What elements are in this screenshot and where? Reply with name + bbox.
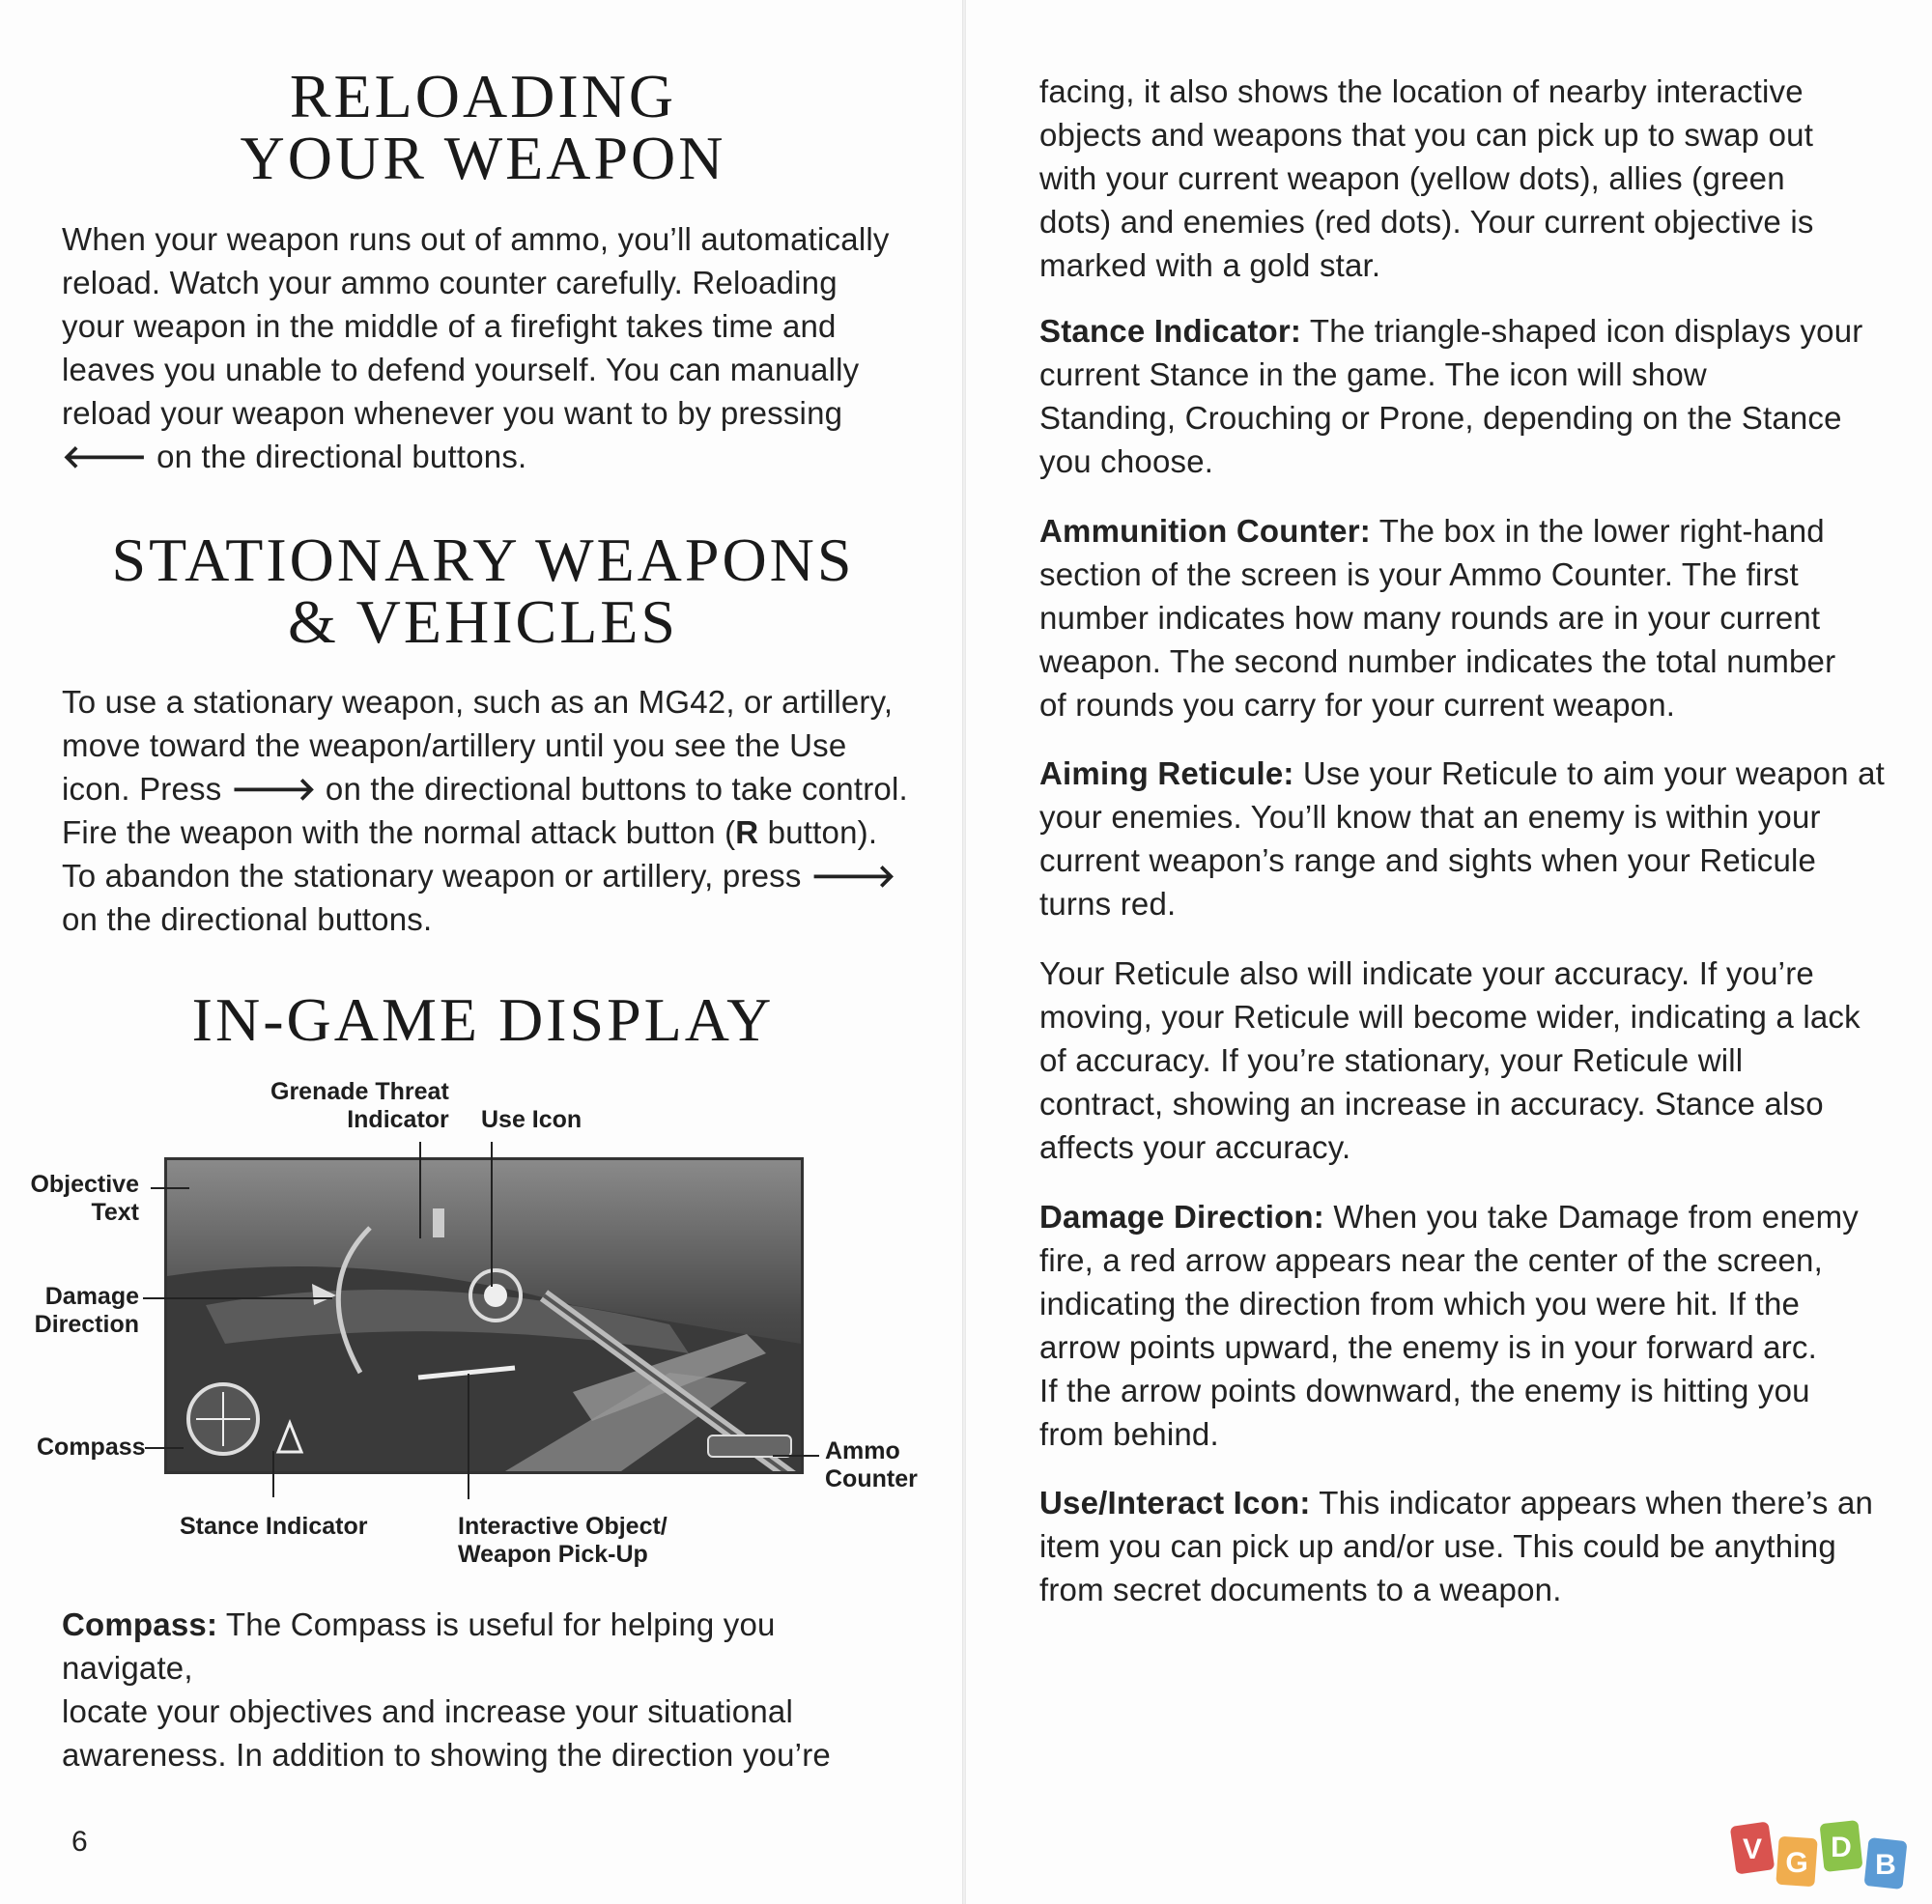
compass-callout: Compass	[37, 1434, 146, 1461]
stance-callout-line	[272, 1451, 274, 1497]
reloading-heading	[116, 62, 850, 192]
damage-callout-line-2: Direction	[34, 1311, 139, 1338]
compass-continuation	[1039, 70, 1889, 287]
accuracy-text: affects your accuracy.	[1039, 1129, 1351, 1165]
stationary-heading-line-2: & VEHICLES	[288, 587, 678, 656]
use-icon-callout-line	[491, 1142, 493, 1287]
reloading-heading-line-2: YOUR WEAPON	[240, 124, 726, 192]
use-text: item you can pick up and/or use. This could be anything	[1039, 1528, 1836, 1564]
stationary-text: icon. Press	[62, 771, 222, 807]
stationary-text: button).	[758, 814, 878, 850]
left-page	[0, 0, 962, 1904]
continuation-line: objects and weapons that you can pick up to swap out	[1039, 117, 1814, 153]
interactive-callout-line	[468, 1374, 469, 1499]
left-arrow-icon: 🡐	[62, 439, 148, 474]
compass-term: Compass:	[62, 1606, 218, 1642]
damage-text: When you take Damage from enemy	[1323, 1199, 1859, 1235]
game-screenshot	[164, 1157, 804, 1474]
aiming-text: your enemies. You’ll know that an enemy is within your	[1039, 799, 1821, 835]
aiming-text: turns red.	[1039, 886, 1177, 922]
compass-text: awareness. In addition to showing the direction you’re	[62, 1737, 831, 1773]
stationary-text: To abandon the stationary weapon or artillery, press	[62, 858, 802, 894]
in-game-display-diagram	[0, 1072, 962, 1575]
stance-first-line	[1039, 309, 1889, 353]
stance-text: you choose.	[1039, 443, 1214, 479]
ammo-text: The box in the lower right-hand	[1370, 513, 1825, 549]
reloading-line-with-arrow	[62, 435, 912, 478]
damage-text: arrow points upward, the enemy is in your forward arc.	[1039, 1329, 1817, 1365]
objective-callout-line	[151, 1187, 189, 1189]
interactive-object-callout	[458, 1513, 668, 1569]
compass-text: The Compass is useful for helping you navigate,	[62, 1606, 776, 1686]
reloading-line: When your weapon runs out of ammo, you’ll automatically	[62, 221, 890, 257]
stance-paragraph	[1039, 309, 1889, 483]
reloading-line: on the directional buttons.	[156, 439, 527, 474]
accuracy-text: moving, your Reticule will become wider, indicating a lack	[1039, 999, 1861, 1035]
in-game-display-heading	[116, 985, 850, 1054]
ammo-callout-line	[773, 1455, 819, 1457]
stationary-body	[62, 680, 912, 941]
reloading-line: reload your weapon whenever you want to by pressing	[62, 395, 843, 431]
stationary-text: Fire the weapon with the normal attack button (	[62, 814, 736, 850]
continuation-line: marked with a gold star.	[1039, 247, 1381, 283]
ammo-text: number indicates how many rounds are in your current	[1039, 600, 1821, 636]
continuation-line: dots) and enemies (red dots). Your current objective is	[1039, 204, 1814, 240]
ammunition-paragraph	[1039, 509, 1889, 726]
stance-text: The triangle-shaped icon displays your	[1301, 313, 1863, 349]
aiming-text: current weapon’s range and sights when your Reticule	[1039, 842, 1817, 878]
logo-letter: D	[1831, 1832, 1852, 1863]
ammo-first-line	[1039, 509, 1889, 553]
r-button-label: R	[735, 814, 759, 850]
use-text: from secret documents to a weapon.	[1039, 1572, 1562, 1607]
reloading-line: your weapon in the middle of a firefight takes time and	[62, 308, 837, 344]
stance-term: Stance Indicator:	[1039, 313, 1302, 349]
stationary-line: on the directional buttons.	[62, 901, 433, 937]
ammo-counter-callout	[825, 1437, 918, 1493]
compass-paragraph	[62, 1603, 912, 1776]
damage-callout-line	[143, 1297, 332, 1299]
logo-letter: V	[1742, 1833, 1763, 1865]
compass-callout-line	[145, 1447, 184, 1449]
accuracy-paragraph	[1039, 952, 1889, 1169]
stationary-line: move toward the weapon/artillery until you see the Use	[62, 727, 847, 763]
ammo-text: of rounds you carry for your current weapon.	[1039, 687, 1676, 723]
reloading-body	[62, 217, 912, 478]
logo-letter: G	[1785, 1847, 1808, 1879]
objective-callout-line-1: Objective	[30, 1171, 139, 1198]
use-icon-callout: Use Icon	[481, 1106, 582, 1133]
use-text: This indicator appears when there’s an	[1310, 1485, 1874, 1520]
ammo-callout-line-1: Ammo	[825, 1437, 900, 1464]
use-interact-paragraph	[1039, 1481, 1889, 1611]
continuation-line: facing, it also shows the location of nearby interactive	[1039, 73, 1804, 109]
reloading-heading-line-1: RELOADING	[289, 62, 677, 130]
right-arrow-icon: 🡒	[810, 858, 896, 894]
ammo-text: weapon. The second number indicates the total number	[1039, 643, 1836, 679]
damage-callout-line-1: Damage	[44, 1283, 139, 1310]
accuracy-text: Your Reticule also will indicate your accuracy. If you’re	[1039, 955, 1814, 991]
in-game-display-title: IN-GAME DISPLAY	[191, 985, 775, 1054]
damage-direction-callout	[29, 1283, 139, 1339]
grenade-callout-line-1: Grenade Threat	[270, 1078, 449, 1105]
grenade-callout-line-2: Indicator	[347, 1106, 449, 1133]
aiming-first-line	[1039, 752, 1889, 795]
compass-text: locate your objectives and increase your situational	[62, 1693, 793, 1729]
vgdb-watermark-logo	[1729, 1818, 1922, 1895]
stationary-line-with-button	[62, 810, 912, 854]
objective-callout-line-2: Text	[91, 1199, 139, 1226]
page-number: 6	[71, 1826, 88, 1858]
grenade-indicator	[433, 1208, 444, 1237]
stationary-line: To use a stationary weapon, such as an MG42, or artillery,	[62, 684, 894, 720]
ammo-term: Ammunition Counter:	[1039, 513, 1371, 549]
stance-text: current Stance in the game. The icon will show	[1039, 356, 1707, 392]
damage-text: from behind.	[1039, 1416, 1219, 1452]
grenade-callout-line	[419, 1142, 421, 1238]
ammo-callout-line-2: Counter	[825, 1465, 918, 1492]
reloading-line: reload. Watch your ammo counter carefully. Reloading	[62, 265, 838, 300]
damage-paragraph	[1039, 1195, 1889, 1456]
objective-text-callout	[29, 1171, 139, 1227]
stationary-line-with-arrow	[62, 767, 912, 810]
reloading-line: leaves you unable to defend yourself. You can manually	[62, 352, 860, 387]
stationary-line-with-arrow	[62, 854, 912, 897]
aiming-text: Use your Reticule to aim your weapon at	[1293, 755, 1886, 791]
stationary-text: on the directional buttons to take control.	[325, 771, 908, 807]
stationary-heading-line-1: STATIONARY WEAPONS	[111, 526, 855, 594]
damage-term: Damage Direction:	[1039, 1199, 1324, 1235]
use-first-line	[1039, 1481, 1889, 1524]
continuation-line: with your current weapon (yellow dots), allies (green	[1039, 160, 1785, 196]
compass-first-line	[62, 1603, 912, 1690]
logo-letter: B	[1875, 1849, 1896, 1881]
grenade-threat-callout	[270, 1078, 449, 1134]
right-page	[966, 0, 1932, 1904]
ammo-text: section of the screen is your Ammo Counter. The first	[1039, 556, 1799, 592]
aiming-paragraph	[1039, 752, 1889, 925]
use-term: Use/Interact Icon:	[1039, 1485, 1311, 1520]
ammo-counter-box	[708, 1435, 791, 1457]
accuracy-text: of accuracy. If you’re stationary, your Reticule will	[1039, 1042, 1744, 1078]
accuracy-text: contract, showing an increase in accuracy. Stance also	[1039, 1086, 1824, 1122]
stance-indicator-callout: Stance Indicator	[180, 1513, 368, 1540]
damage-text: indicating the direction from which you were hit. If the	[1039, 1286, 1801, 1321]
aiming-term: Aiming Reticule:	[1039, 755, 1294, 791]
right-arrow-icon: 🡒	[230, 771, 317, 807]
damage-first-line	[1039, 1195, 1889, 1238]
damage-text: If the arrow points downward, the enemy is hitting you	[1039, 1373, 1810, 1408]
game-scene-illustration	[167, 1160, 801, 1471]
stationary-heading	[58, 526, 908, 656]
interactive-callout-line-1: Interactive Object/	[458, 1513, 668, 1540]
damage-text: fire, a red arrow appears near the center of the screen,	[1039, 1242, 1823, 1278]
interactive-callout-line-2: Weapon Pick-Up	[458, 1541, 648, 1568]
stance-text: Standing, Crouching or Prone, depending on the Stance	[1039, 400, 1842, 436]
